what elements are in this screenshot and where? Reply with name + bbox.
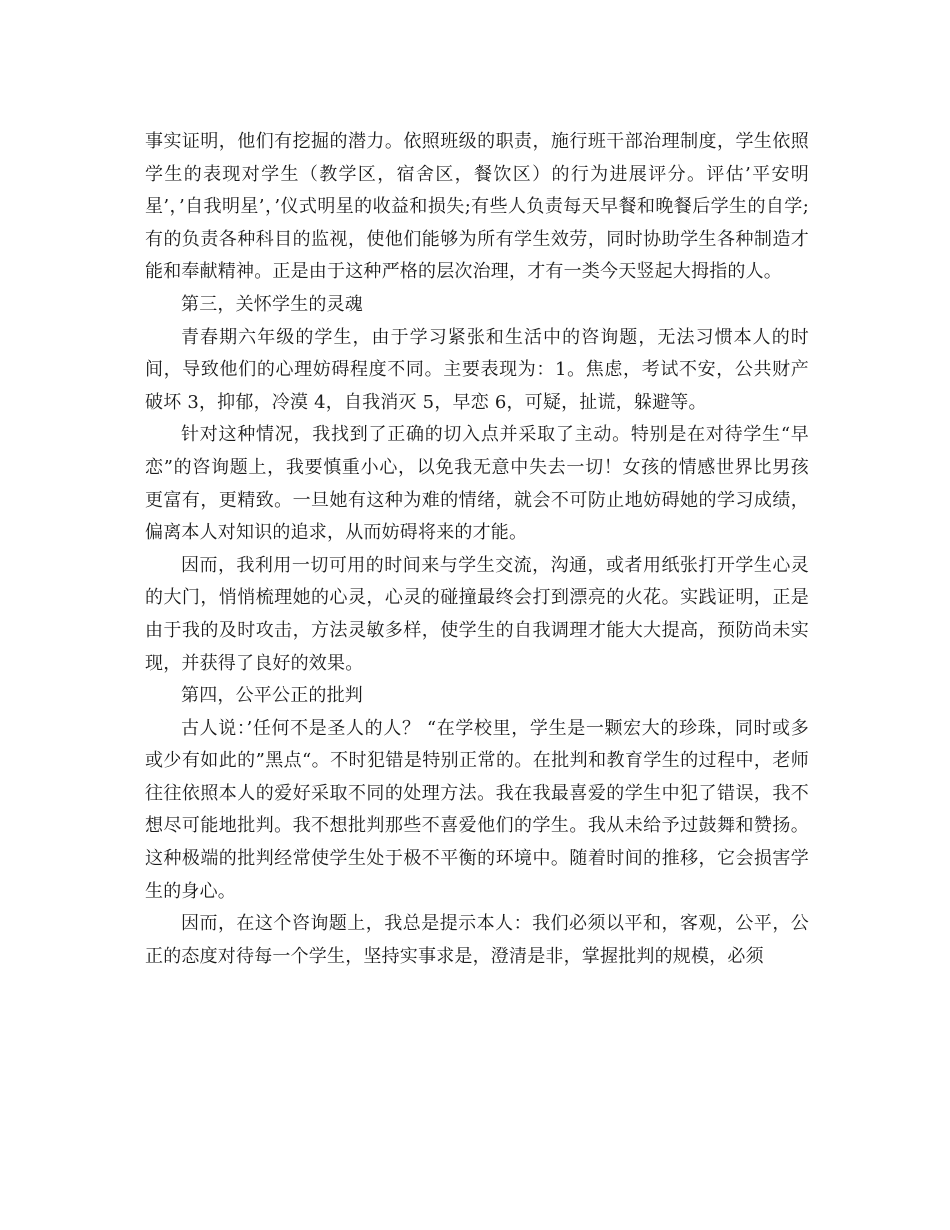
body-paragraph: 古人说：’任何不是圣人的人？ “在学校里，学生是一颗宏大的珍珠，同时或多或少有如此的”黑点“。不时犯错是特别正常的。在批判和教育学生的过程中，老师往往依照本人的爱好采取不同的处理方法。我在我最喜爱的学生中犯了错误，我不想尽可能地批判。我不想批判那些不喜爱他们的学生。我从未给予过鼓舞和赞扬。这种极端的批判经常使学生处于极不平衡的环境中。随着时间的推移，它会损害学生的身心。 [145, 717, 809, 902]
body-paragraph: 青春期六年级的学生，由于学习紧张和生活中的咨询题，无法习惯本人的时间，导致他们的心理妨碍程度不同。主要表现为：1。焦虑，考试不安，公共财产破坏 3，抑郁，冷漠 4，自我消灭 5，早恋 6，可疑，扯谎，躲避等。 [145, 326, 809, 413]
document-body [145, 126, 809, 973]
section-heading: 第四，公平公正的批判 [181, 685, 363, 707]
body-paragraph: 针对这种情况，我找到了正确的切入点并采取了主动。特别是在对待学生“早恋”的咨询题上，我要慎重小心，以免我无意中失去一切！女孩的情感世界比男孩更富有，更精致。一旦她有这种为难的情绪，就会不可防止地妨碍她的学习成绩，偏离本人对知识的追求，从而妨碍将来的才能。 [145, 424, 809, 544]
body-paragraph: 因而，我利用一切可用的时间来与学生交流，沟通，或者用纸张打开学生心灵的大门，悄悄梳理她的心灵，心灵的碰撞最终会打到漂亮的火花。实践证明，正是由于我的及时攻击，方法灵敏多样，使学生的自我调理才能大大提高，预防尚未实现，并获得了良好的效果。 [145, 554, 809, 674]
body-paragraph: 事实证明，他们有挖掘的潜力。依照班级的职责，施行班干部治理制度，学生依照学生的表现对学生（教学区，宿舍区，餐饮区）的行为进展评分。评估’平安明星’，’自我明星’，’仪式明星的收益和损失;有些人负责每天早餐和晚餐后学生的自学;有的负责各种科目的监视，使他们能够为所有学生效劳，同时协助学生各种制造才能和奉献精神。正是由于这种严格的层次治理，才有一类今天竖起大拇指的人。 [145, 131, 809, 283]
body-paragraph: 因而，在这个咨询题上，我总是提示本人：我们必须以平和，客观，公平，公正的态度对待每一个学生，坚持实事求是，澄清是非，掌握批判的规模，必须 [145, 913, 809, 967]
section-heading: 第三，关怀学生的灵魂 [181, 293, 363, 315]
